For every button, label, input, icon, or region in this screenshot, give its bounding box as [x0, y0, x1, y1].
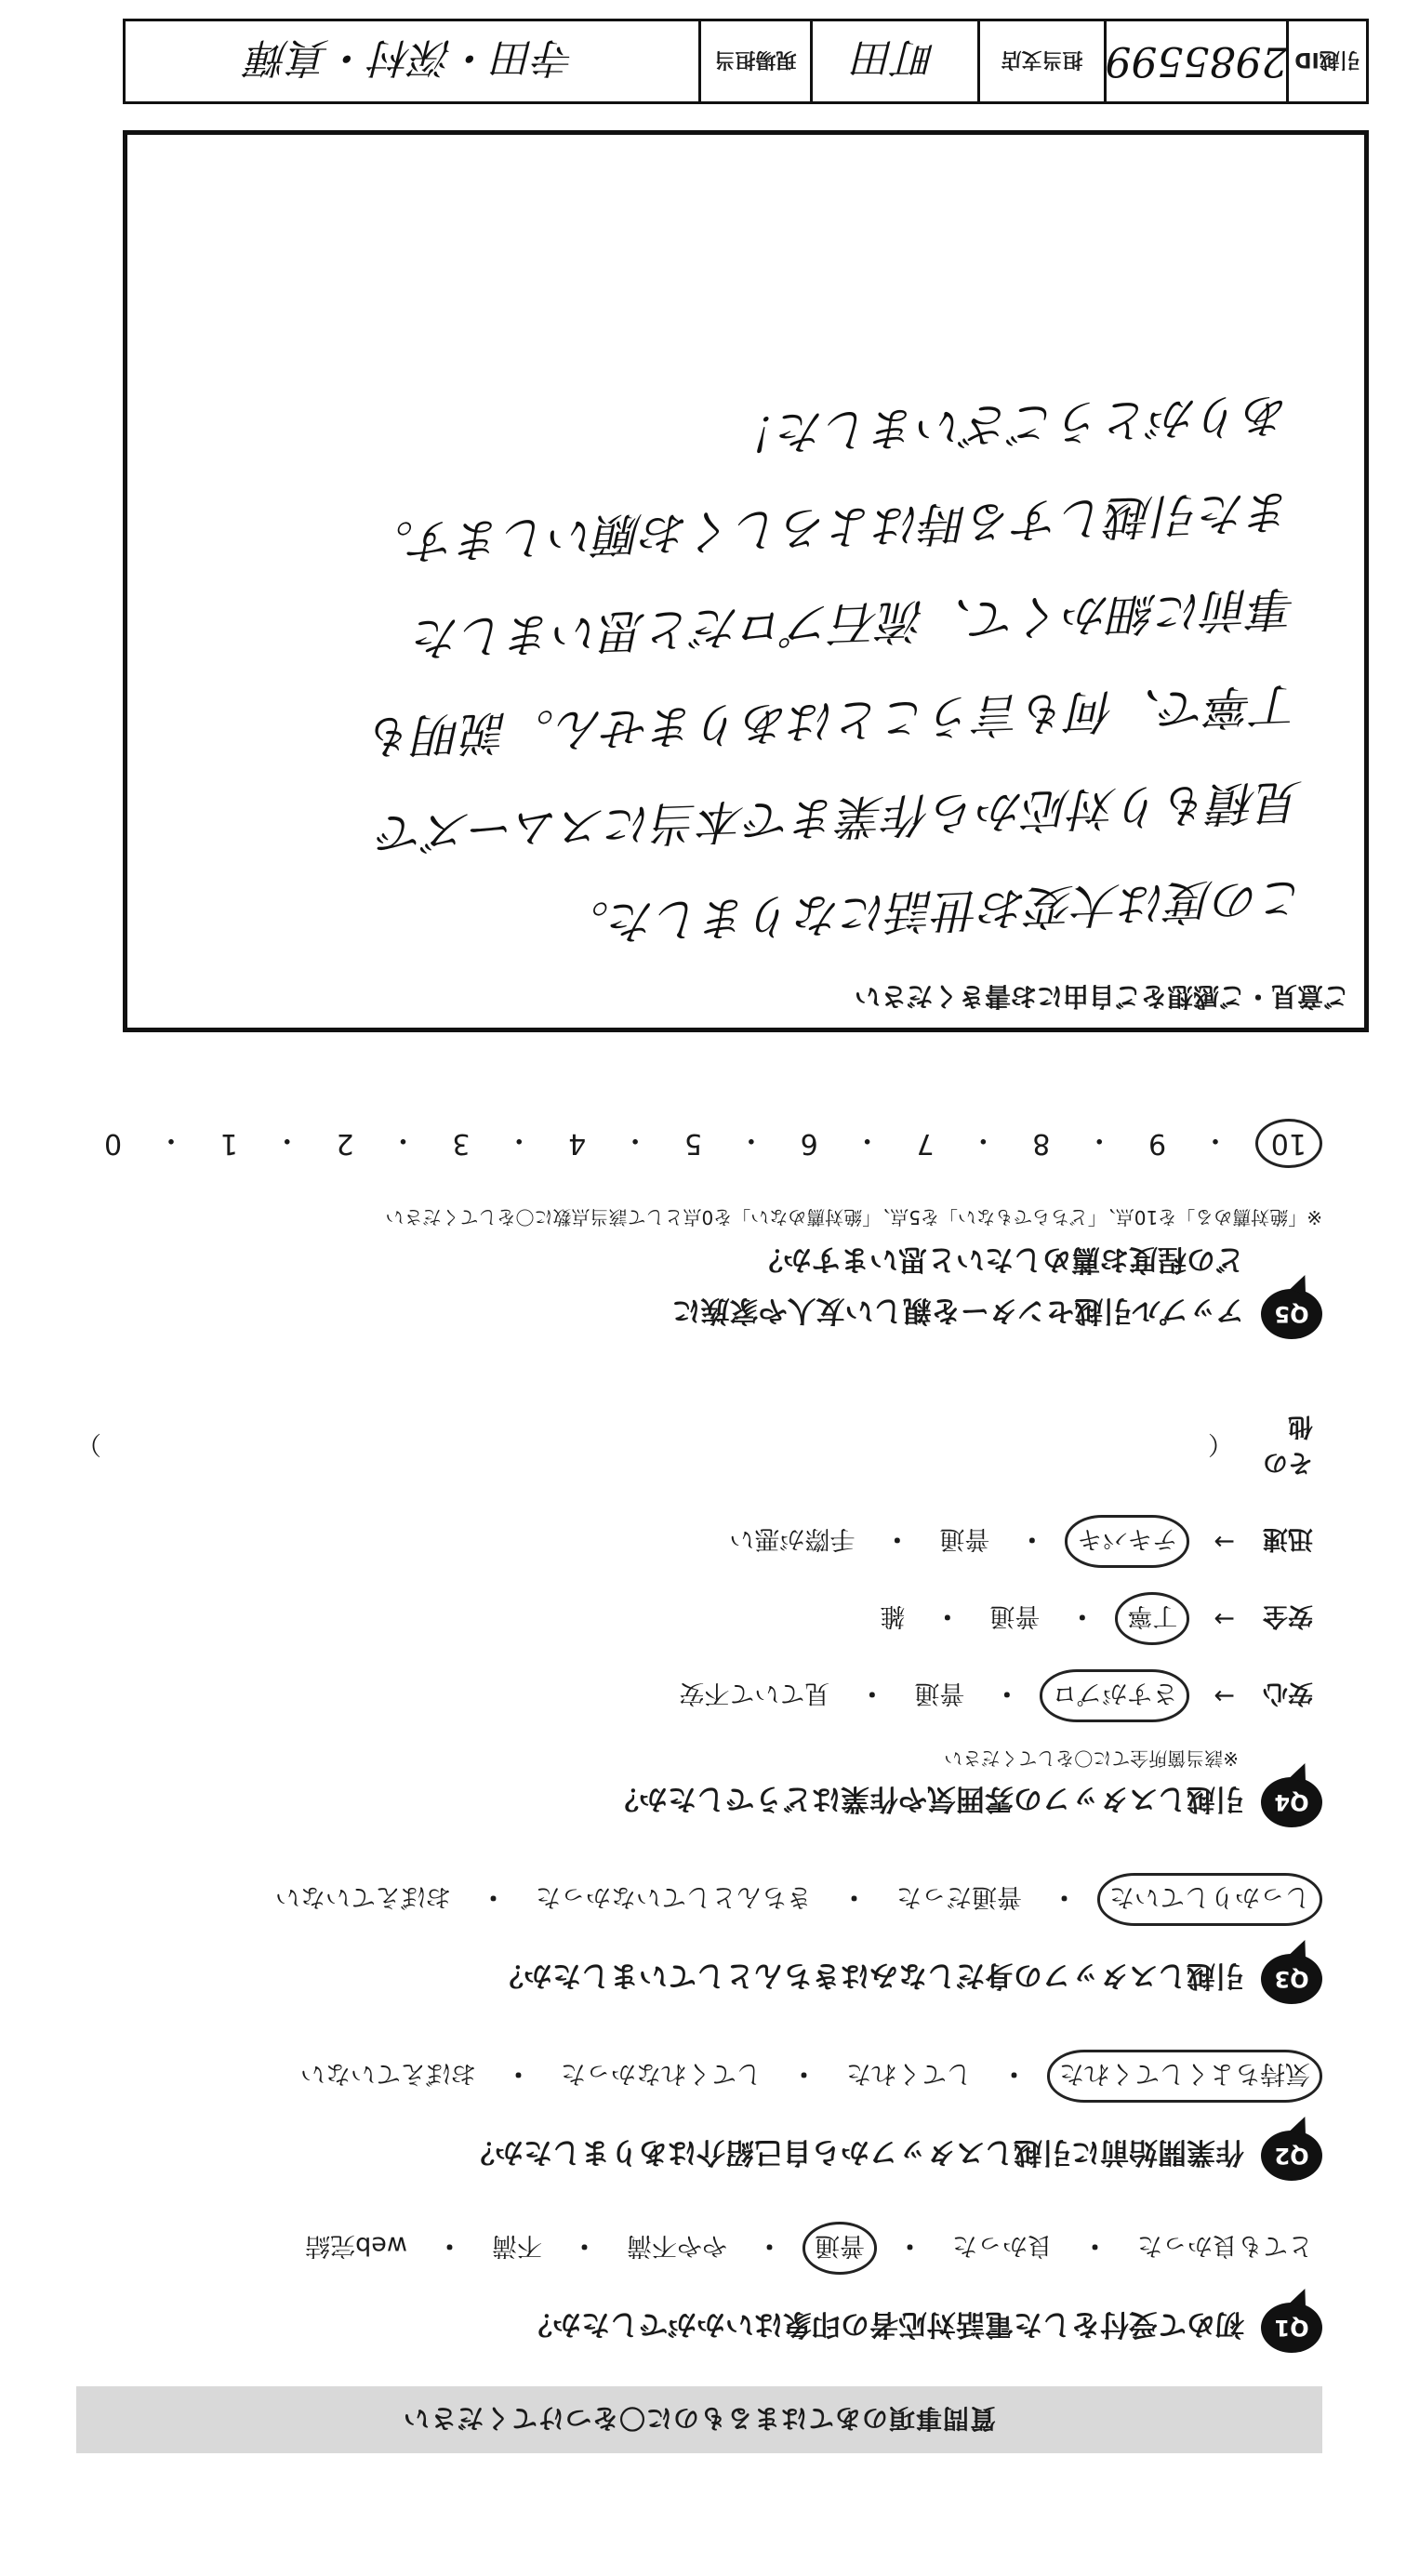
q1-option-very-good[interactable]: とても良かった: [1137, 2231, 1313, 2260]
q2-option-did[interactable]: してくれた: [846, 2059, 972, 2088]
q5-text-line1: アップル引越センターを親しい友人や家族に: [671, 1294, 1244, 1328]
comment-box[interactable]: [123, 130, 1369, 1032]
q4-row-relief: 安心 → さすがプロ ・ 普通 ・ 見ていて不安: [76, 1669, 1313, 1722]
q5-note: ※「絶対薦める」を10点、「どちらでもない」を5点、「絶対薦めない」を0点として該当点数に〇をしてください: [385, 1206, 1322, 1228]
q4-row-label: 迅速: [1263, 1524, 1313, 1553]
q4-row-speed: 迅速 → テキパキ ・ 普通 ・ 手際が悪い: [76, 1515, 1313, 1568]
arrow-icon: →: [1214, 1681, 1235, 1710]
q3-text: 引越しスタッフの身だしなみはきちんとしていましたか？: [495, 1959, 1244, 1993]
comment-line: この度は大変お世話になりました。: [562, 870, 1308, 950]
q1-options: とても良かった ・ 良かった ・ 普通 ・ やや不満 ・ 不満 ・ web完結: [76, 2222, 1322, 2275]
q2-options: 気持ちよくしてくれた ・ してくれた ・ してくれなかった ・ おぼえていない: [76, 2050, 1322, 2103]
q4-row-label: 安心: [1263, 1679, 1313, 1707]
id-label: 引越ID: [1286, 21, 1366, 101]
q1-option-normal-circled[interactable]: 普通: [802, 2222, 877, 2275]
q4-note: ※該当箇所全てに〇をしてください: [944, 1747, 1239, 1770]
q3-option-normal[interactable]: 普通だった: [896, 1882, 1022, 1911]
comment-line: 丁寧で、何も言うことはありません。説明も: [367, 677, 1301, 764]
q5-scale: 10 ・ 9 ・ 8 ・ 7 ・ 6 ・ 5 ・ 4 ・ 3 ・ 2 ・ 1 ・ 0: [95, 1119, 1322, 1168]
id-bar: [123, 19, 1369, 104]
q1-option-somewhat-dissatisfied[interactable]: やや不満: [627, 2231, 727, 2260]
q4-row-label: 安全: [1263, 1601, 1313, 1630]
q4-other-field[interactable]: （ ）: [76, 1429, 1233, 1459]
q5-score-2[interactable]: 2: [336, 1127, 354, 1160]
arrow-icon: →: [1214, 1527, 1235, 1556]
q2-text: 作業開始前に引越しスタッフから自己紹介はありましたか？: [466, 2135, 1244, 2170]
question-q3: [76, 1873, 1322, 2004]
q3-option-dont-remember[interactable]: おぼえていない: [275, 1882, 451, 1911]
q5-score-9[interactable]: 9: [1148, 1127, 1167, 1160]
branch-label: 担当支店: [977, 21, 1104, 101]
q4-safety-careful-circled[interactable]: 丁寧: [1115, 1592, 1189, 1645]
q2-option-pleasant-circled[interactable]: 気持ちよくしてくれた: [1047, 2050, 1322, 2103]
q4-speed-normal[interactable]: 普通: [939, 1524, 990, 1553]
q4-safety-rough[interactable]: 雑: [880, 1601, 906, 1630]
q5-score-3[interactable]: 3: [452, 1127, 471, 1160]
q4-other-label: その他: [1263, 1412, 1313, 1477]
q2-option-dont-remember[interactable]: おぼえていない: [300, 2059, 476, 2088]
q5-score-4[interactable]: 4: [568, 1127, 587, 1160]
q4-other: [76, 1411, 1313, 1483]
q5-score-0[interactable]: 0: [104, 1127, 123, 1160]
q5-score-7[interactable]: 7: [916, 1127, 935, 1160]
q1-option-web[interactable]: web完結: [305, 2231, 407, 2260]
arrow-icon: →: [1214, 1604, 1235, 1633]
question-q5: [76, 1119, 1322, 1339]
q5-score-10-circled[interactable]: 10: [1255, 1119, 1322, 1168]
q5-score-6[interactable]: 6: [800, 1127, 818, 1160]
q3-option-not-neat[interactable]: きちんとしていなかった: [536, 1882, 812, 1911]
comment-line: 見積もり対応から作業まで本当にスムーズで: [378, 774, 1305, 860]
comment-line: 事前に細かくて、流石プロだと思いました: [413, 580, 1298, 666]
q3-badge: Q3: [1261, 1954, 1322, 2004]
q5-score-8[interactable]: 8: [1032, 1127, 1051, 1160]
q2-badge: Q2: [1261, 2131, 1322, 2181]
instruction-band: 質問事項のあてはまるものに〇をつけてください: [76, 2386, 1322, 2453]
q1-text: 初めて受付をした電話対応者の印象はいかがでしたか？: [524, 2307, 1244, 2342]
q5-badge: Q5: [1261, 1289, 1322, 1339]
question-q4: [76, 1411, 1322, 1827]
q4-relief-normal[interactable]: 普通: [914, 1679, 965, 1707]
q5-score-1[interactable]: 1: [219, 1127, 238, 1160]
q3-option-neat-circled[interactable]: しっかりしていた: [1097, 1873, 1322, 1926]
staff-value[interactable]: 寺田・深村・真輝: [248, 33, 576, 81]
q2-option-did-not[interactable]: してくれなかった: [561, 2059, 762, 2088]
q4-badge: Q4: [1261, 1777, 1322, 1827]
comment-line: また引越しする時はよろしくお願いします。: [366, 484, 1294, 571]
q5-score-5[interactable]: 5: [683, 1127, 702, 1160]
comment-line: ありがとうございました！: [731, 387, 1292, 461]
q4-relief-uneasy[interactable]: 見ていて不安: [679, 1679, 830, 1707]
q4-relief-pro-circled[interactable]: さすがプロ: [1040, 1669, 1189, 1722]
staff-label: 現場担当: [698, 21, 810, 101]
handwritten-comment: [108, 365, 1308, 987]
q4-speed-efficient-circled[interactable]: テキパキ: [1065, 1515, 1189, 1568]
q4-safety-normal[interactable]: 普通: [989, 1601, 1041, 1630]
q4-row-safety: 安全 → 丁寧 ・ 普通 ・ 雑: [76, 1592, 1313, 1645]
comment-title: ご意見・ご感想をご自由にお書きください: [854, 981, 1349, 1012]
question-q1: [76, 2222, 1322, 2353]
q1-badge: Q1: [1261, 2303, 1322, 2353]
id-value[interactable]: 2985599: [1104, 21, 1286, 101]
branch-value[interactable]: 町田: [810, 21, 977, 101]
question-q2: [76, 2050, 1322, 2181]
q3-options: しっかりしていた ・ 普通だった ・ きちんとしていなかった ・ おぼえていない: [76, 1873, 1322, 1926]
q1-option-good[interactable]: 良かった: [952, 2231, 1053, 2260]
q1-option-dissatisfied[interactable]: 不満: [492, 2231, 542, 2260]
q4-speed-clumsy[interactable]: 手際が悪い: [729, 1524, 856, 1553]
q4-text: 引越しスタッフの雰囲気や作業はどうでしたか？: [610, 1782, 1244, 1816]
q5-text-line2: どの程度お薦めしたいと思いますか？: [754, 1242, 1244, 1276]
